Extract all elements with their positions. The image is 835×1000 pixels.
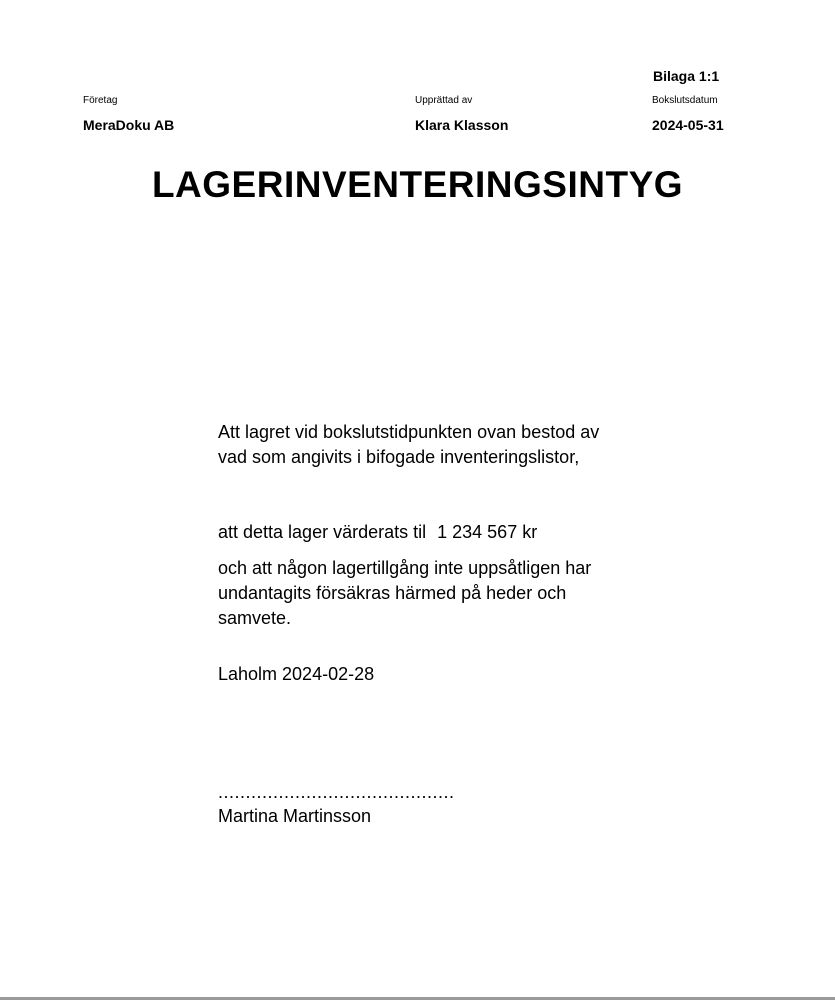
preparer-name: Klara Klasson [415, 117, 509, 133]
valuation-amount: 1 234 567 kr [437, 522, 538, 542]
document-title: LAGERINVENTERINGSINTYG [151, 164, 684, 205]
company-name: MeraDoku AB [83, 117, 175, 133]
paragraph-1-line-2: vad som angivits i bifogade inventeringslistor, [218, 447, 580, 467]
prepared-by-label: Upprättad av [415, 95, 473, 106]
valuation-prefix: att detta lager värderats til [218, 522, 427, 542]
certification-paragraph-3 [218, 556, 658, 631]
signatory-name: Martina Martinsson [218, 806, 372, 826]
closing-date-value: 2024-05-31 [652, 117, 724, 133]
valuation-line [218, 520, 658, 545]
paragraph-3-line-2: undantagits försäkras härmed på heder och [218, 583, 567, 603]
place-and-date: Laholm 2024-02-28 [218, 664, 375, 684]
signature-line: ........................................... [218, 782, 455, 802]
appendix-label: Bilaga 1:1 [653, 68, 720, 84]
paragraph-3-line-3: samvete. [218, 608, 292, 628]
company-label: Företag [83, 95, 118, 106]
closing-date-label: Bokslutsdatum [652, 95, 718, 106]
certification-paragraph-1 [218, 420, 658, 470]
paragraph-3-line-1: och att någon lagertillgång inte uppsåtligen har [218, 558, 592, 578]
paragraph-1-line-1: Att lagret vid bokslutstidpunkten ovan bestod av [218, 422, 600, 442]
